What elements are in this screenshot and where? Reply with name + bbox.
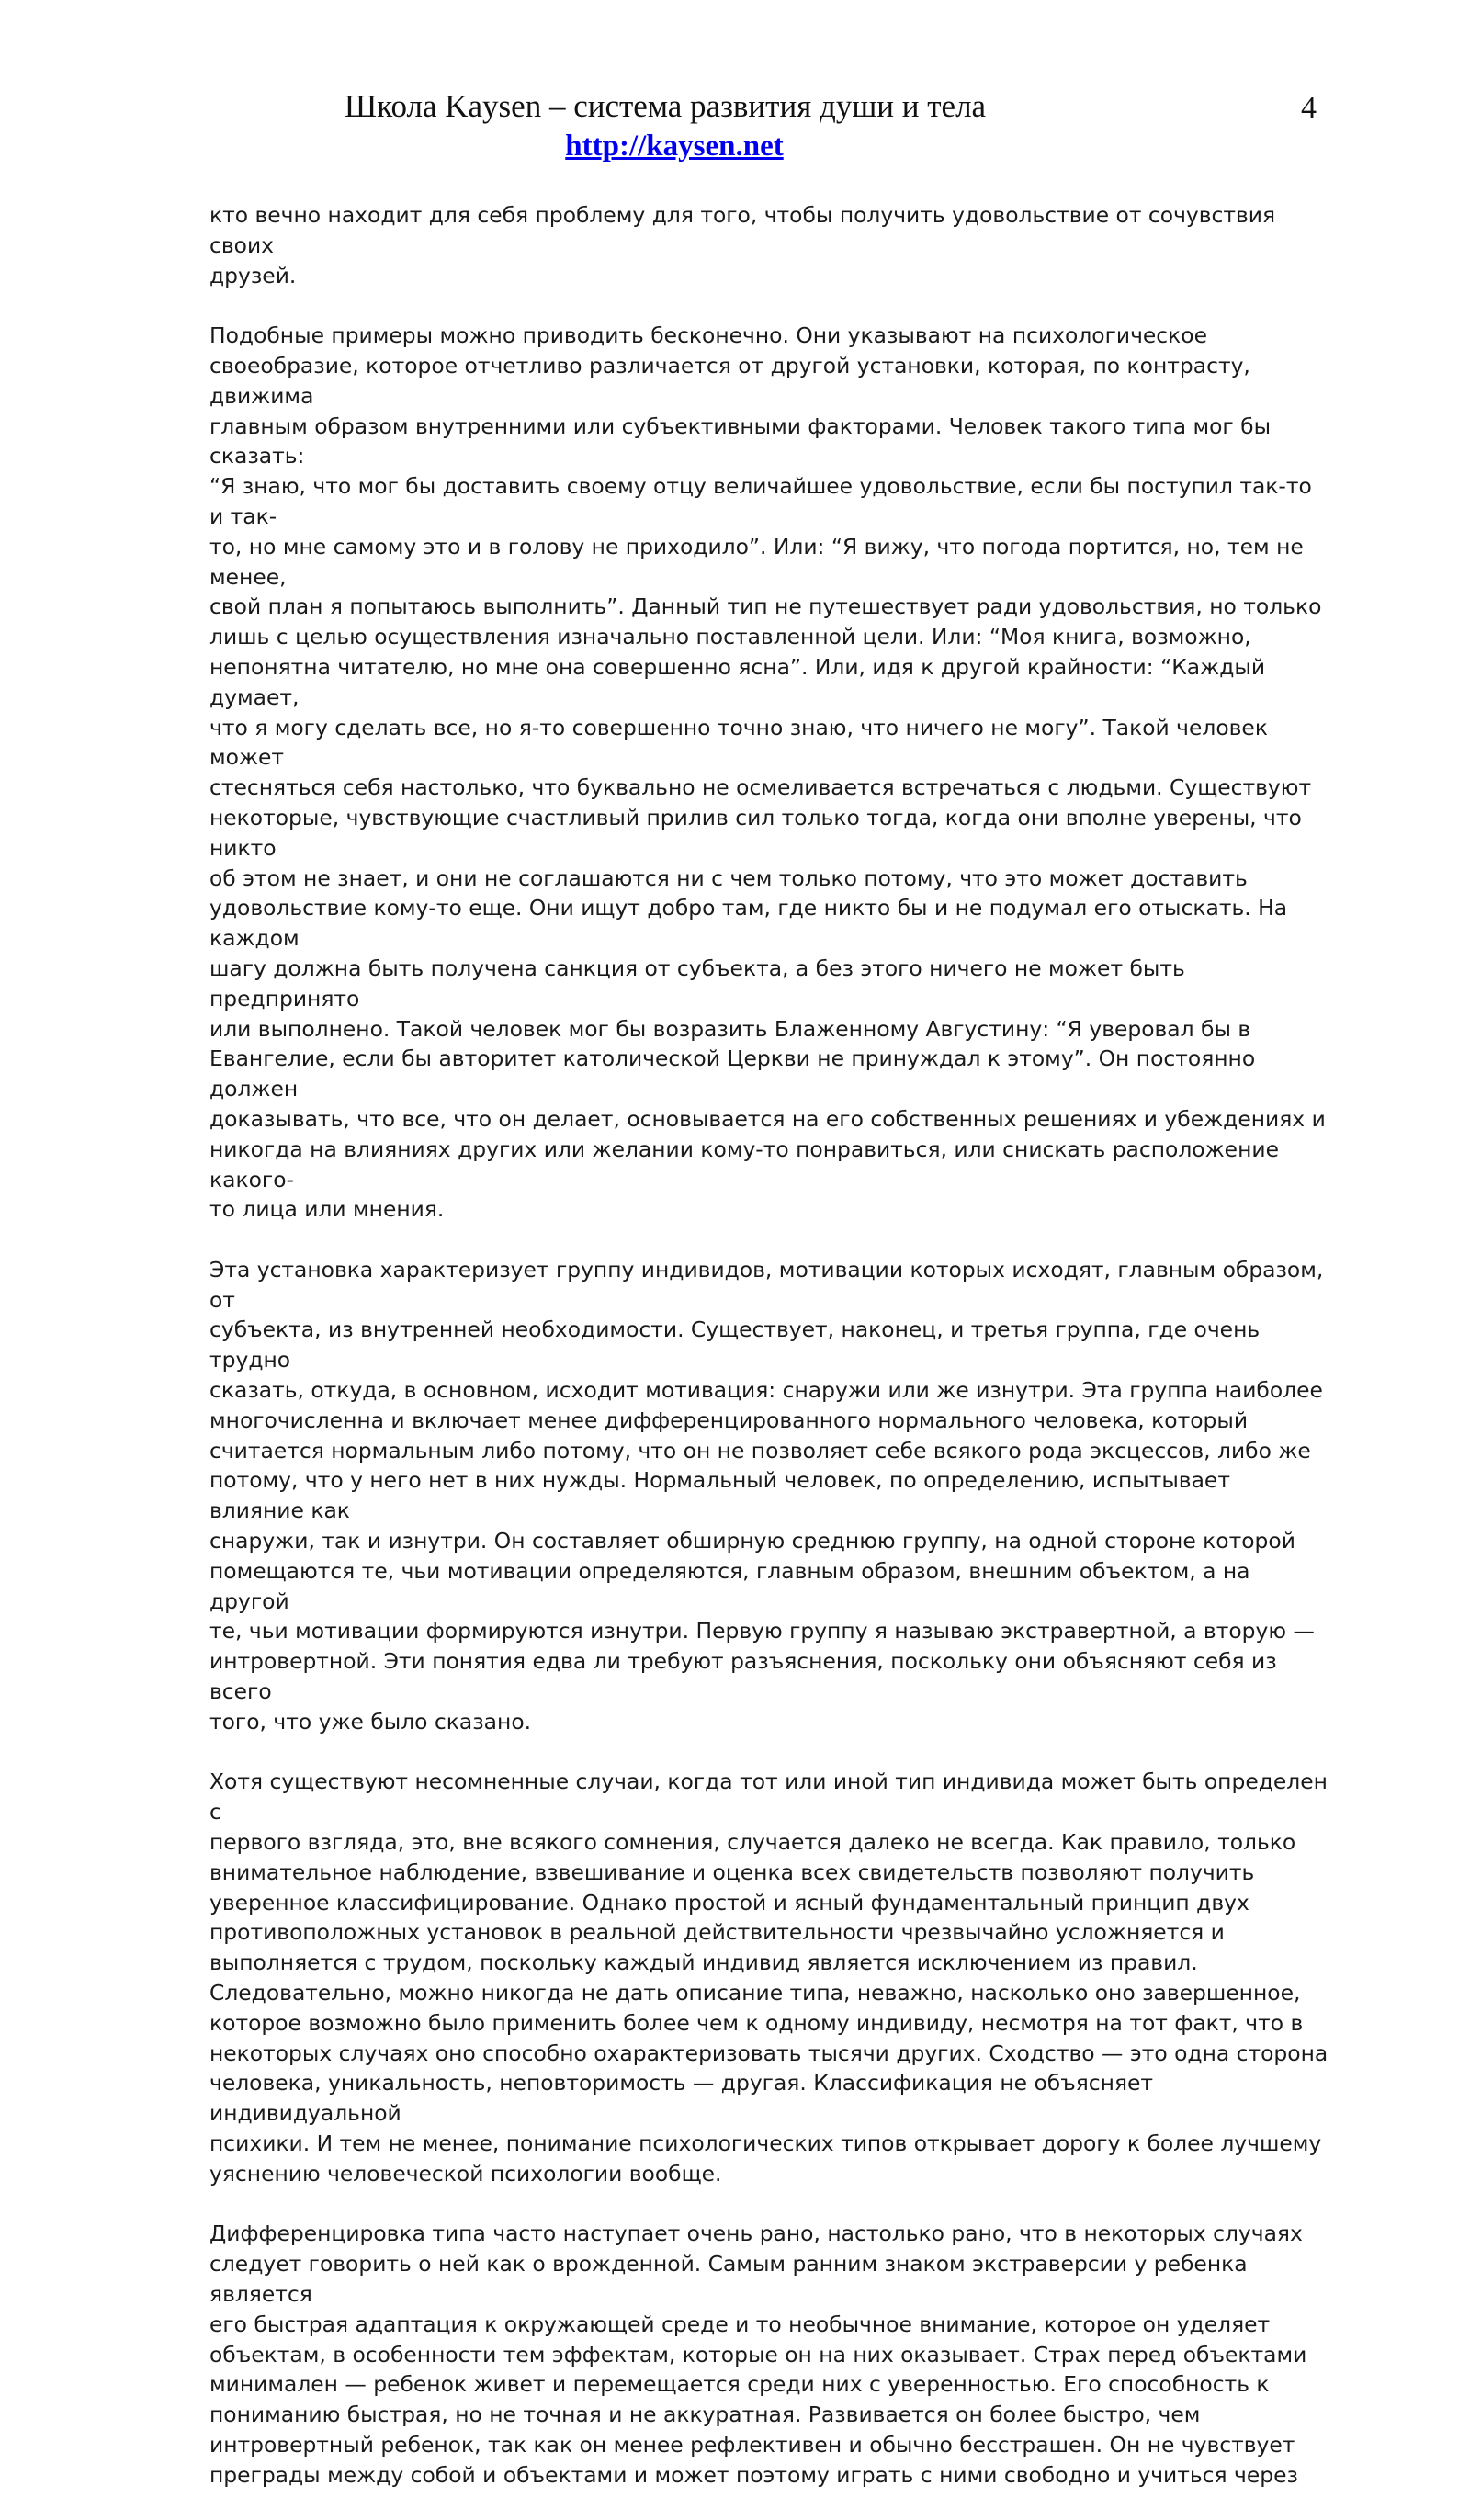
paragraph: Подобные примеры можно приводить бесконечно. Они указывают на психологическое своеобразие, которое отчетливо различается от другой установки, которая, по контрасту, движима главным образом внутренними или субъективными факторами. Человек такого типа мог бы сказать: “Я знаю, что мог бы доставить своему отцу величайшее удовольствие, если бы поступил так-то и так- то, но мне самому это и в голову не приходило”. Или: “Я вижу, что погода портится, но, тем не менее, свой план я попытаюсь выполнить”. Данный тип не путешествует ради удовольствия, но только лишь с целью осуществления изначально поставленной цели. Или: “Моя книга, возможно, непонятна читателю, но мне она совершенно ясна”. Или, идя к другой крайности: “Каждый думает, что я могу сделать все, но я-то совершенно точно знаю, что ничего не могу”. Такой человек может стесняться себя настолько, что буквально не осмеливается встречаться с людьми. Существуют некоторые, чувствующие счастливый прилив сил только тогда, когда они вполне уверены, что никто об этом не знает, и они не соглашаются ни с чем только потому, что это может доставить удовольствие кому-то еще. Они ищут добро там, где никто бы и не подумал его отыскать. На каждом шагу должна быть получена санкция от субъекта, а без этого ничего не может быть предпринято или выполнено. Такой человек мог бы возразить Блаженному Августину: “Я уверовал бы в Евангелие, если бы авторитет католической Церкви не принуждал к этому”. Он постоянно должен доказывать, что все, что он делает, основывается на его собственных решениях и убеждениях и никогда на влияниях других или желании кому-то понравиться, или снискать расположение какого- то лица или мнения. (209, 322, 1326, 1223)
paragraph: Хотя существуют несомненные случаи, когда тот или иной тип индивида может быть определен с первого взгляда, это, вне всякого сомнения, случается далеко не всегда. Как правило, только внимательное наблюдение, взвешивание и оценка всех свидетельств позволяют получить уверенное классифицирование. Однако простой и ясный фундаментальный принцип двух противоположных установок в реальной действительности чрезвычайно усложняется и выполняется с трудом, поскольку каждый индивид является исключением из правил. Следовательно, можно никогда не дать описание типа, неважно, насколько оно завершенное, которое возможно было применить более чем к одному индивиду, несмотря на тот факт, что в некоторых случаях оно способно охарактеризовать тысячи других. Сходство — это одна сторона человека, уникальность, неповторимость — другая. Классификация не объясняет индивидуальной психики. И тем не менее, понимание психологических типов открывает дорогу к более лучшему уяснению человеческой психологии вообще. (209, 1769, 1329, 2187)
body-text (209, 200, 1330, 2520)
paragraph: кто вечно находит для себя проблему для того, чтобы получить удовольствие от сочувствия своих друзей. (209, 202, 1276, 288)
page-header (209, 86, 1312, 165)
page-number: 4 (1301, 91, 1317, 125)
paragraph: Дифференцировка типа часто наступает очень рано, настолько рано, что в некоторых случаях следует говорить о ней как о врожденной. Самым ранним знаком экстраверсии у ребенка является его быстрая адаптация к окружающей среде и то необычное внимание, которое он уделяет объектам, в особенности тем эффектам, которые он на них оказывает. Страх перед объектами минимален — ребенок живет и перемещается среди них с уверенностью. Его способность к пониманию быстрая, но не точная и не аккуратная. Развивается он более быстро, чем интровертный ребенок, так как он менее рефлективен и обычно бесстрашен. Он не чувствует преграды между собой и объектами и может поэтому играть с ними свободно и учиться через (209, 2221, 1307, 2488)
header-title: Школа Kaysen – система развития души и тела (344, 88, 987, 124)
paragraph: Эта установка характеризует группу индивидов, мотивации которых исходят, главным образом, от субъекта, из внутренней необходимости. Существует, наконец, и третья группа, где очень трудно сказать, откуда, в основном, исходит мотивация: снаружи или же изнутри. Эта группа наиболее многочисленна и включает менее дифференцированного нормального человека, который считается нормальным либо потому, что он не позволяет себе всякого рода эксцессов, либо же потому, что у него нет в них нужды. Нормальный человек, по определению, испытывает влияние как снаружи, так и изнутри. Он составляет обширную среднюю группу, на одной стороне которой помещаются те, чьи мотивации определяются, главным образом, внешним объектом, а на другой те, чьи мотивации формируются изнутри. Первую группу я называю экстравертной, а вторую — интровертной. Эти понятия едва ли требуют разъяснения, поскольку они объясняют себя из всего того, что уже было сказано. (209, 1256, 1324, 1735)
site-link[interactable]: http://kaysen.net (565, 130, 784, 163)
